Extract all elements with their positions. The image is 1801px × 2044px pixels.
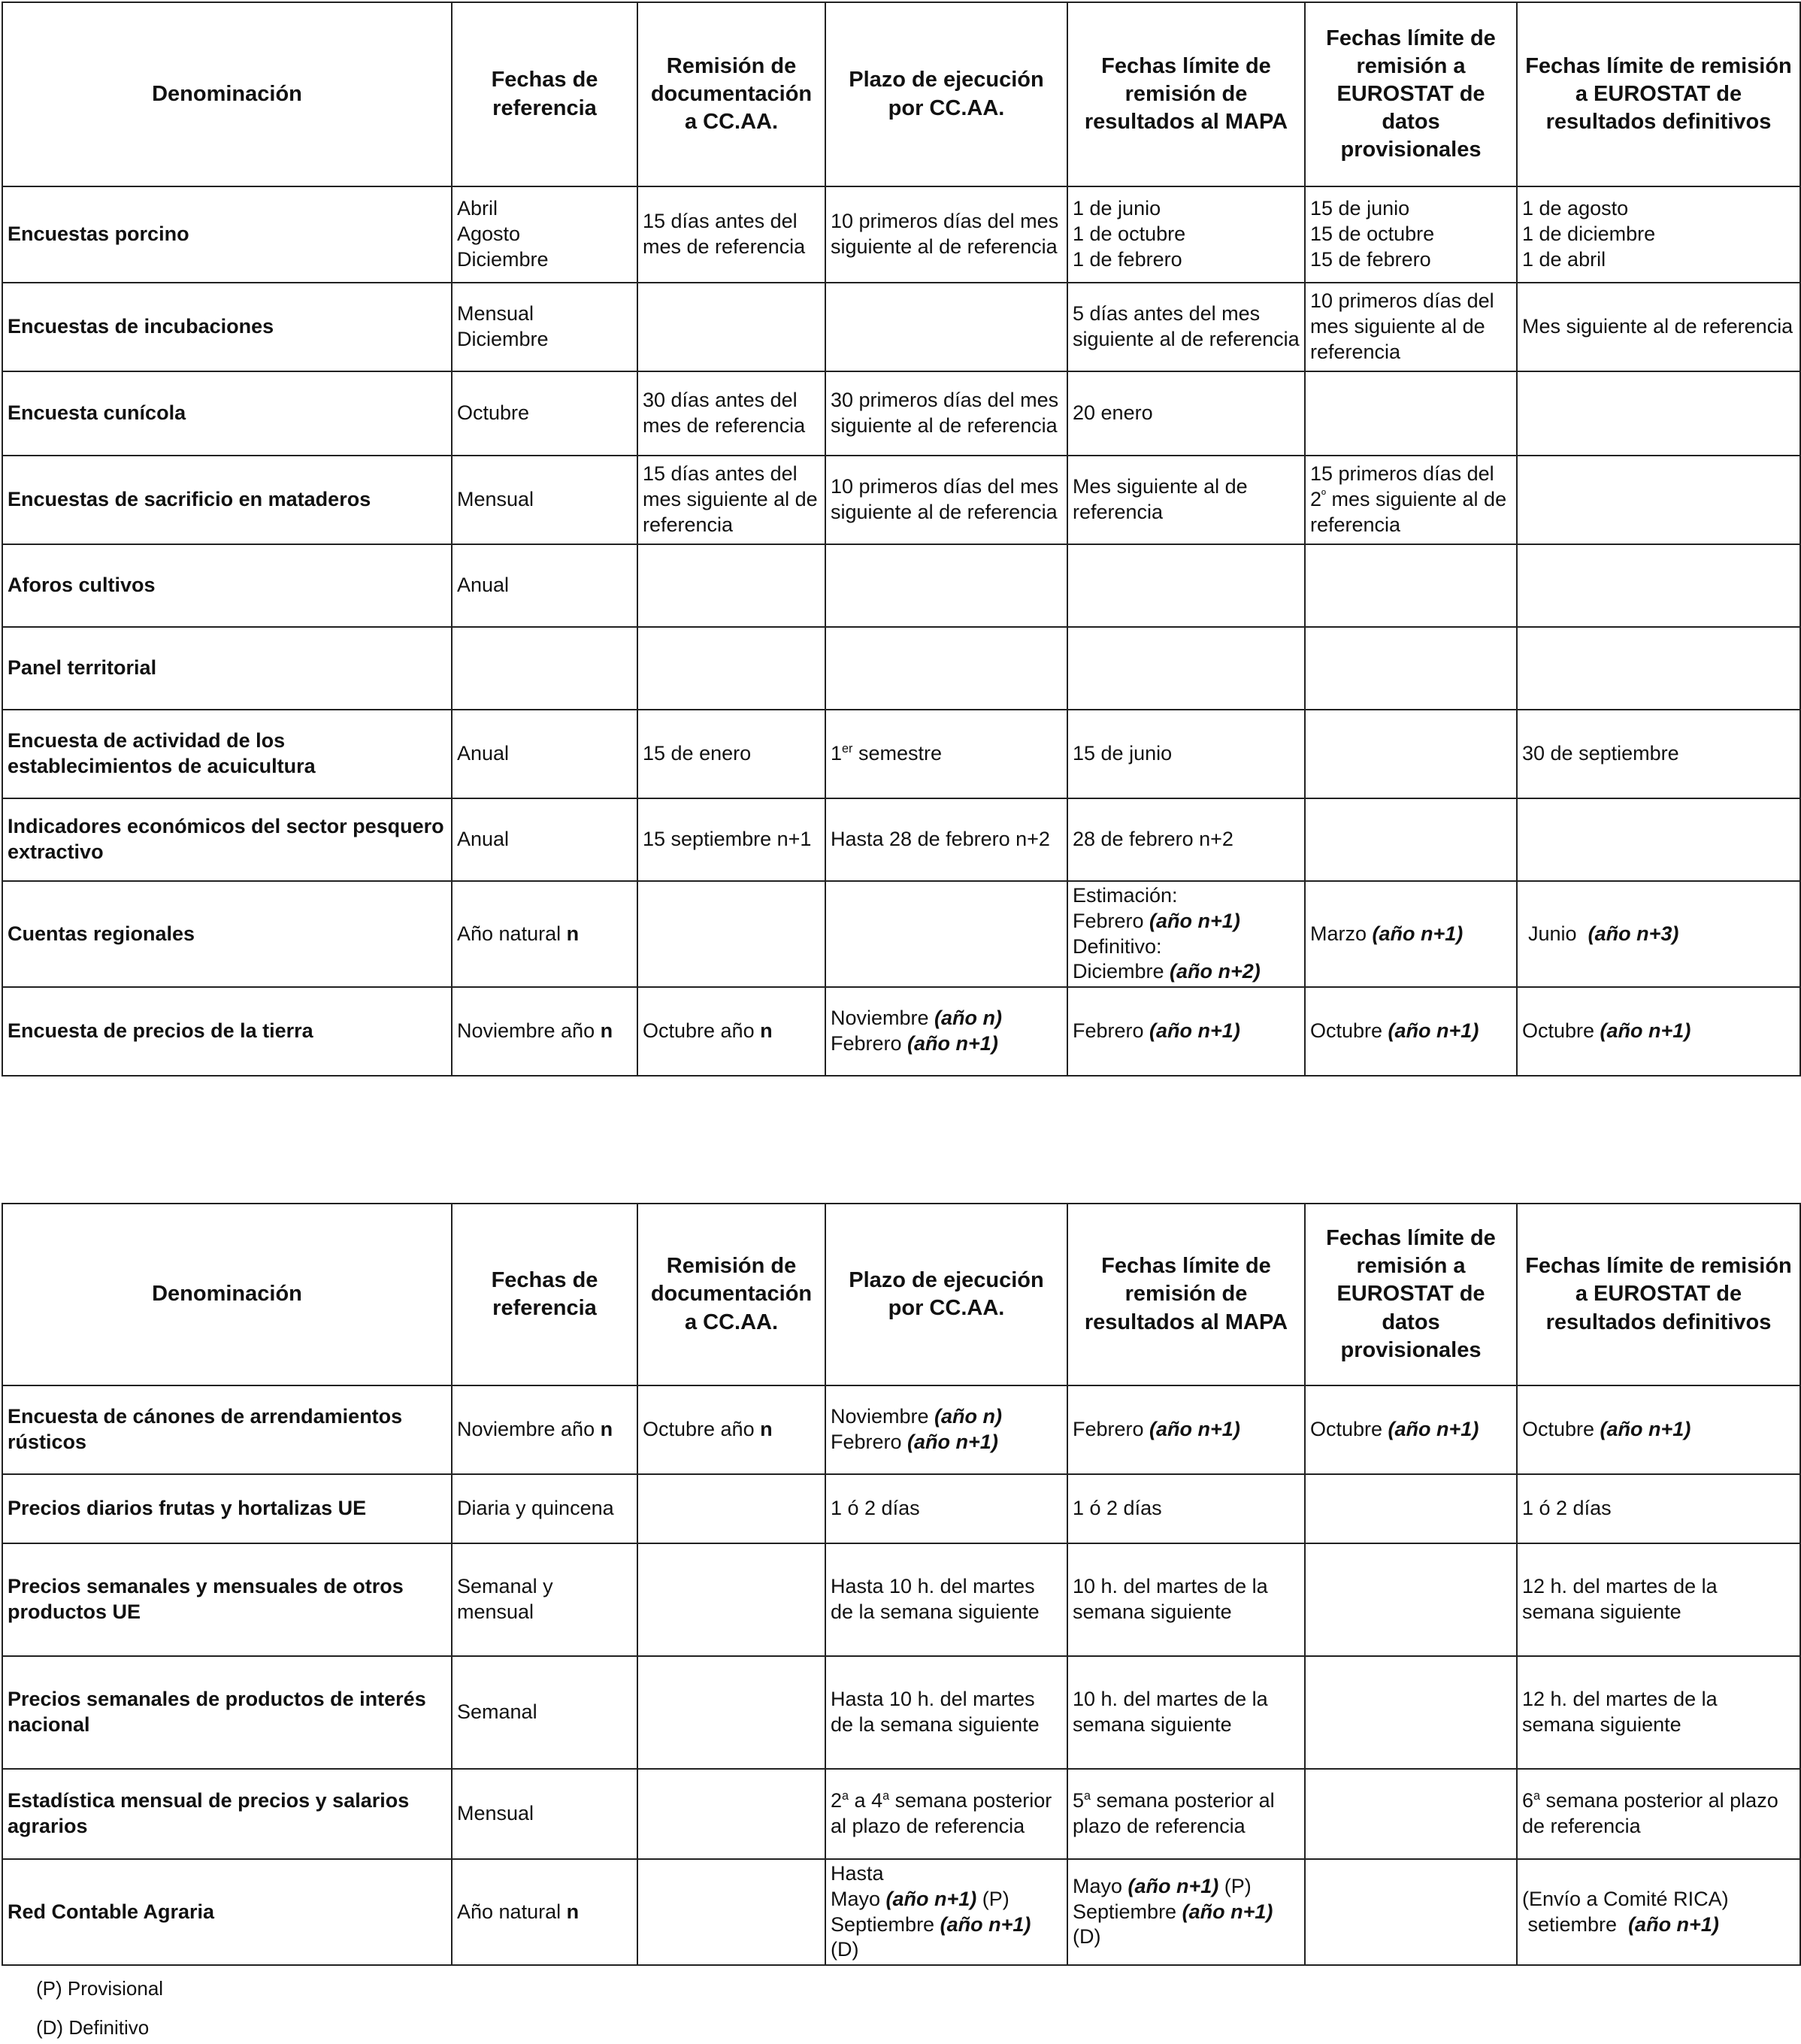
cell: 1 ó 2 días	[825, 1474, 1067, 1543]
cell: 15 de junio 15 de octubre 15 de febrero	[1305, 186, 1517, 283]
cell	[1517, 627, 1800, 710]
header-denominacion: Denominación	[2, 1204, 452, 1385]
superscript: a	[842, 1789, 849, 1803]
text: Junio	[1528, 922, 1583, 945]
cell	[1305, 798, 1517, 881]
cell: 10 primeros días del mes siguiente al de referencia	[825, 456, 1067, 544]
table-row	[2, 283, 1800, 371]
text-bold-italic: (año n+1)	[940, 1912, 1031, 1936]
header-eurostat-definitivos: Fechas límite de remisión a EUROSTAT de resultados definitivos	[1517, 1204, 1800, 1385]
row-name: Encuesta de precios de la tierra	[2, 987, 452, 1076]
text-bold-italic: (año n+1)	[1388, 1418, 1479, 1441]
cell: Semanal	[452, 1656, 637, 1769]
text: Octubre	[1310, 1418, 1388, 1441]
cell	[637, 881, 825, 987]
text-bold: n	[760, 1418, 773, 1441]
cell	[825, 544, 1067, 627]
cell	[1517, 544, 1800, 627]
cell	[1517, 987, 1800, 1076]
cell: Hasta 28 de febrero n+2	[825, 798, 1067, 881]
text: Estimación:	[1073, 884, 1178, 907]
text: Septiembre	[1073, 1900, 1182, 1923]
text-line	[1522, 1912, 1795, 1938]
cell	[1305, 1385, 1517, 1474]
row-name: Aforos cultivos	[2, 544, 452, 627]
cell: 10 primeros días del mes siguiente al de referencia	[825, 186, 1067, 283]
text-line	[1073, 909, 1300, 934]
text-bold-italic: (año n+1)	[1149, 1019, 1240, 1043]
table-row	[2, 627, 1800, 710]
text-bold-italic: (año n+1)	[1372, 922, 1464, 945]
cell: 15 septiembre n+1	[637, 798, 825, 881]
text: setiembre	[1522, 1912, 1629, 1936]
text: Noviembre	[831, 1405, 935, 1428]
text-bold-italic: (año n+2)	[1170, 960, 1261, 983]
text-bold: n	[760, 1019, 773, 1043]
footnote-definitivo: (D) Definitivo	[36, 2016, 150, 2039]
cell: Hasta 10 h. del martes de la semana siguiente	[825, 1543, 1067, 1656]
text: Año natural	[457, 922, 567, 945]
text: Octubre año	[643, 1418, 761, 1441]
text: a 4	[849, 1789, 883, 1812]
text-bold-italic: (año n+1)	[1388, 1019, 1479, 1043]
cell	[1517, 881, 1800, 987]
cell: Semanal y mensual	[452, 1543, 637, 1656]
cell: Octubre	[452, 371, 637, 456]
text-bold-italic: (año n+1)	[885, 1887, 977, 1910]
text: Mayo	[831, 1887, 886, 1910]
text-bold: n	[566, 922, 580, 945]
row-name: Precios semanales de productos de interés nacional	[2, 1656, 452, 1769]
header-limite-mapa: Fechas límite de remisión de resultados al MAPA	[1067, 2, 1305, 186]
text: (P)	[976, 1887, 1009, 1910]
cell: 30 primeros días del mes siguiente al de referencia	[825, 371, 1067, 456]
cell: Diaria y quincena	[452, 1474, 637, 1543]
text: Año natural	[457, 1900, 567, 1923]
header-remision-documentacion: Remisión de documentación a CC.AA.	[637, 2, 825, 186]
cell	[1305, 371, 1517, 456]
row-name: Encuestas de incubaciones	[2, 283, 452, 371]
table-row	[2, 710, 1800, 798]
cell: 30 días antes del mes de referencia	[637, 371, 825, 456]
text: Definitivo:	[1073, 934, 1162, 958]
cell	[452, 987, 637, 1076]
text-bold-italic: (año n+1)	[907, 1431, 998, 1453]
cell: Anual	[452, 544, 637, 627]
text-bold-italic: (año n+1)	[1149, 909, 1240, 932]
text: Febrero	[1073, 1418, 1150, 1441]
text: semana posterior al plazo de referencia	[831, 1789, 1052, 1837]
text-line	[831, 1430, 1062, 1455]
text-bold-italic: (año n+1)	[1128, 1874, 1219, 1897]
cell	[825, 1859, 1067, 1965]
cell: 1 de agosto 1 de diciembre 1 de abril	[1517, 186, 1800, 283]
cell	[1517, 371, 1800, 456]
header-fechas-referencia: Fechas de referencia	[452, 1204, 637, 1385]
text: Noviembre año	[457, 1418, 601, 1441]
text: (D)	[1073, 1925, 1101, 1949]
text-bold-italic: (año n)	[934, 1405, 1003, 1428]
text: Octubre	[1522, 1019, 1600, 1043]
text: 1	[831, 742, 843, 765]
row-name: Encuestas porcino	[2, 186, 452, 283]
cell: 10 h. del martes de la semana siguiente	[1067, 1656, 1305, 1769]
text: Febrero	[1073, 909, 1150, 932]
row-name: Estadística mensual de precios y salarios agrarios	[2, 1769, 452, 1859]
row-name: Panel territorial	[2, 627, 452, 710]
cell	[637, 283, 825, 371]
cell	[1067, 1859, 1305, 1965]
table-row	[2, 987, 1800, 1076]
text-bold-italic: (año n+1)	[1600, 1418, 1691, 1441]
cell	[825, 283, 1067, 371]
cell	[637, 1859, 825, 1965]
cell	[1067, 881, 1305, 987]
text-bold: n	[566, 1900, 580, 1923]
table-row	[2, 1859, 1800, 1965]
text-bold: n	[600, 1418, 613, 1441]
text-line	[831, 1912, 1062, 1938]
text-line	[831, 1887, 1062, 1912]
cell	[1517, 1859, 1800, 1965]
text: 6	[1522, 1789, 1534, 1812]
row-name: Precios semanales y mensuales de otros productos UE	[2, 1543, 452, 1656]
text: Febrero	[1073, 1019, 1150, 1043]
text: Hasta	[831, 1862, 884, 1885]
table-row	[2, 186, 1800, 283]
table-row	[2, 798, 1800, 881]
row-name: Encuesta de cánones de arrendamientos rústicos	[2, 1385, 452, 1474]
text: semestre	[852, 742, 942, 765]
text-bold-italic: (año n)	[934, 1007, 1003, 1030]
text-bold-italic: (año n+1)	[1600, 1019, 1691, 1043]
table-row	[2, 544, 1800, 627]
cell	[1067, 1769, 1305, 1859]
cell: Mensual	[452, 1769, 637, 1859]
cell	[637, 1543, 825, 1656]
cell	[637, 1474, 825, 1543]
cell	[825, 881, 1067, 987]
text: 5	[1073, 1789, 1085, 1812]
text-line	[831, 1006, 1062, 1031]
cell: 15 días antes del mes siguiente al de referencia	[637, 456, 825, 544]
cell: 12 h. del martes de la semana siguiente	[1517, 1543, 1800, 1656]
cell	[1305, 987, 1517, 1076]
cell	[1305, 1656, 1517, 1769]
text: Noviembre	[831, 1007, 935, 1030]
cell: Mes siguiente al de referencia	[1067, 456, 1305, 544]
superscript: a	[1084, 1789, 1091, 1803]
cell	[1305, 1769, 1517, 1859]
table-row	[2, 1656, 1800, 1769]
text: Mayo	[1073, 1874, 1128, 1897]
cell	[1305, 456, 1517, 544]
cell: Anual	[452, 710, 637, 798]
cell	[637, 627, 825, 710]
text: Febrero	[831, 1032, 908, 1055]
text: Octubre año	[643, 1019, 761, 1043]
text-bold-italic: (año n+1)	[1628, 1912, 1719, 1936]
text: Noviembre año	[457, 1019, 601, 1043]
cell: 1 ó 2 días	[1517, 1474, 1800, 1543]
text: Septiembre	[831, 1912, 940, 1936]
cell	[1305, 710, 1517, 798]
text-line	[831, 1404, 1062, 1430]
cell	[1517, 456, 1800, 544]
cell	[1305, 1474, 1517, 1543]
cell: 1 de junio 1 de octubre 1 de febrero	[1067, 186, 1305, 283]
text-bold: n	[600, 1019, 613, 1043]
text: 2	[831, 1789, 843, 1812]
cell	[1067, 1385, 1305, 1474]
cell	[1067, 987, 1305, 1076]
superscript: º	[1321, 488, 1326, 502]
text: mes siguiente al de referencia	[1310, 488, 1507, 536]
table-row	[2, 456, 1800, 544]
header-eurostat-provisionales: Fechas límite de remisión a EUROSTAT de datos provisionales	[1305, 2, 1517, 186]
table-calendario-2	[2, 1203, 1801, 1966]
table-row	[2, 1769, 1800, 1859]
cell: 1 ó 2 días	[1067, 1474, 1305, 1543]
text: Diciembre	[1073, 960, 1170, 983]
text-line	[1073, 959, 1300, 985]
cell: 10 h. del martes de la semana siguiente	[1067, 1543, 1305, 1656]
text: 15 primeros días del 2	[1310, 462, 1494, 511]
cell	[825, 710, 1067, 798]
text: (P)	[1218, 1874, 1252, 1897]
cell	[452, 1859, 637, 1965]
table-header-row	[2, 1204, 1800, 1385]
text: Octubre	[1522, 1418, 1600, 1441]
cell	[452, 627, 637, 710]
cell	[825, 627, 1067, 710]
cell: 30 de septiembre	[1517, 710, 1800, 798]
text: semana posterior al plazo de referencia	[1073, 1789, 1275, 1837]
text-bold-italic: (año n+1)	[907, 1032, 998, 1055]
cell	[825, 987, 1067, 1076]
row-name: Red Contable Agraria	[2, 1859, 452, 1965]
cell	[637, 1656, 825, 1769]
cell	[637, 1769, 825, 1859]
cell	[452, 1385, 637, 1474]
cell	[637, 987, 825, 1076]
table-calendario-1	[2, 2, 1801, 1077]
cell: Abril Agosto Diciembre	[452, 186, 637, 283]
row-name: Indicadores económicos del sector pesquero extractivo	[2, 798, 452, 881]
cell: Anual	[452, 798, 637, 881]
row-name: Precios diarios frutas y hortalizas UE	[2, 1474, 452, 1543]
cell	[637, 1385, 825, 1474]
header-fechas-referencia: Fechas de referencia	[452, 2, 637, 186]
text: Febrero	[831, 1431, 908, 1453]
row-name: Encuesta cunícola	[2, 371, 452, 456]
cell	[825, 1385, 1067, 1474]
cell: 15 de junio	[1067, 710, 1305, 798]
superscript: a	[882, 1789, 890, 1803]
cell: Mensual	[452, 456, 637, 544]
text: (D)	[831, 1938, 859, 1961]
cell	[1067, 627, 1305, 710]
cell: 5 días antes del mes siguiente al de referencia	[1067, 283, 1305, 371]
superscript: a	[1533, 1789, 1541, 1803]
cell: 28 de febrero n+2	[1067, 798, 1305, 881]
cell	[1305, 544, 1517, 627]
cell	[1305, 1543, 1517, 1656]
header-plazo-ejecucion: Plazo de ejecución por CC.AA.	[825, 1204, 1067, 1385]
cell: 15 días antes del mes de referencia	[637, 186, 825, 283]
text-line	[1073, 1874, 1300, 1900]
superscript: er	[842, 742, 853, 756]
cell: Mes siguiente al de referencia	[1517, 283, 1800, 371]
cell	[637, 544, 825, 627]
row-name: Encuestas de sacrificio en mataderos	[2, 456, 452, 544]
text-bold-italic: (año n+3)	[1588, 922, 1679, 945]
cell	[1305, 1859, 1517, 1965]
cell: Mensual Diciembre	[452, 283, 637, 371]
text-line	[1073, 1900, 1300, 1925]
table-row	[2, 1474, 1800, 1543]
row-name: Encuesta de actividad de los establecimientos de acuicultura	[2, 710, 452, 798]
text: semana posterior al plazo de referencia	[1522, 1789, 1778, 1837]
header-plazo-ejecucion: Plazo de ejecución por CC.AA.	[825, 2, 1067, 186]
table-row	[2, 371, 1800, 456]
cell: 10 primeros días del mes siguiente al de referencia	[1305, 283, 1517, 371]
cell	[452, 881, 637, 987]
text: Octubre	[1310, 1019, 1388, 1043]
cell	[1305, 627, 1517, 710]
text: Marzo	[1310, 922, 1373, 945]
text-bold-italic: (año n+1)	[1149, 1418, 1240, 1441]
header-denominacion: Denominación	[2, 2, 452, 186]
header-limite-mapa: Fechas límite de remisión de resultados al MAPA	[1067, 1204, 1305, 1385]
text-bold-italic: (año n+1)	[1182, 1900, 1273, 1923]
cell: 15 de enero	[637, 710, 825, 798]
cell: 20 enero	[1067, 371, 1305, 456]
header-eurostat-provisionales: Fechas límite de remisión a EUROSTAT de datos provisionales	[1305, 1204, 1517, 1385]
cell	[1517, 1769, 1800, 1859]
footnote-provisional: (P) Provisional	[36, 1977, 164, 2000]
cell	[1517, 798, 1800, 881]
row-name: Cuentas regionales	[2, 881, 452, 987]
cell	[1305, 881, 1517, 987]
header-remision-documentacion: Remisión de documentación a CC.AA.	[637, 1204, 825, 1385]
table-row	[2, 1385, 1800, 1474]
text: (Envío a Comité RICA)	[1522, 1887, 1729, 1910]
cell: 12 h. del martes de la semana siguiente	[1517, 1656, 1800, 1769]
cell	[825, 1769, 1067, 1859]
cell: Hasta 10 h. del martes de la semana siguiente	[825, 1656, 1067, 1769]
cell	[1067, 544, 1305, 627]
table-header-row	[2, 2, 1800, 186]
table-row	[2, 881, 1800, 987]
text-line	[831, 1031, 1062, 1057]
table-row	[2, 1543, 1800, 1656]
header-eurostat-definitivos: Fechas límite de remisión a EUROSTAT de resultados definitivos	[1517, 2, 1800, 186]
cell	[1517, 1385, 1800, 1474]
